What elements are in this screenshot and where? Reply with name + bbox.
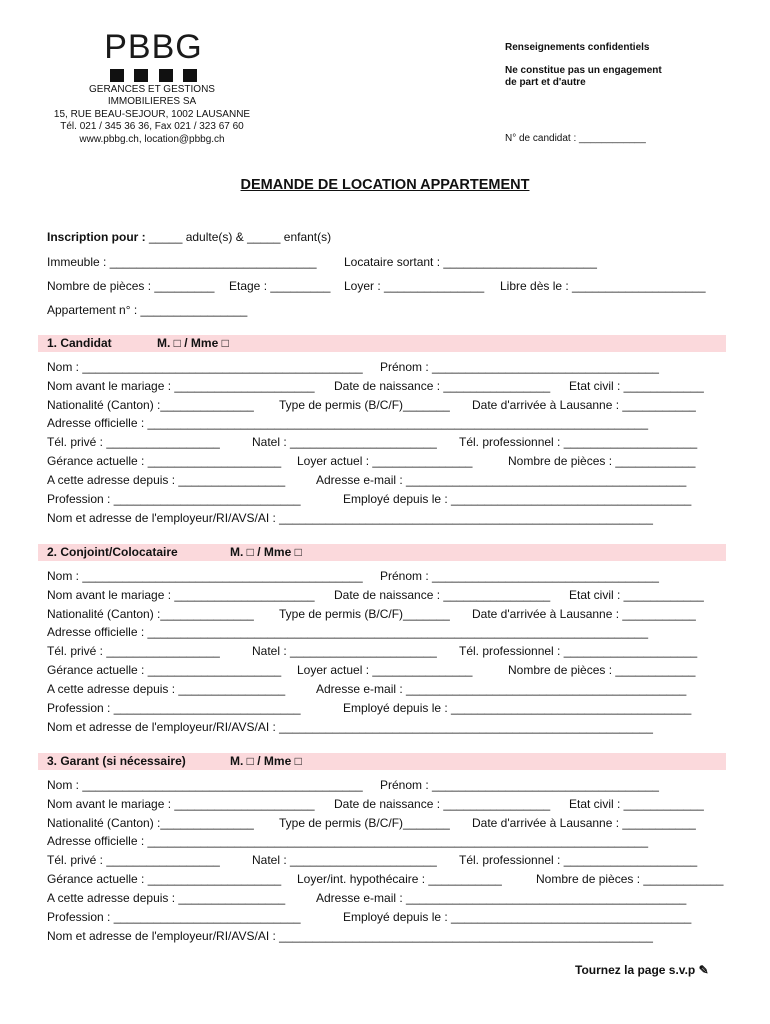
adresse-officielle-field[interactable]: Adresse officielle : ___________________________________________________________________________: [47, 834, 649, 848]
form-row[interactable]: [47, 778, 714, 794]
etat-civil-field[interactable]: Etat civil : ____________: [569, 379, 704, 393]
logo-square: [134, 69, 148, 82]
adresse-depuis-field[interactable]: A cette adresse depuis : ________________: [47, 473, 286, 487]
form-row[interactable]: [47, 834, 714, 850]
form-row[interactable]: [47, 416, 714, 432]
form-row[interactable]: [47, 360, 714, 376]
loyer-hypothecaire-field[interactable]: Loyer/int. hypothécaire : ___________: [297, 872, 502, 886]
company-line: GERANCES ET GESTIONS: [89, 84, 215, 95]
company-line: www.pbbg.ch, location@pbbg.ch: [79, 133, 225, 145]
form-row[interactable]: [47, 682, 714, 698]
type-permis-field[interactable]: Type de permis (B/C/F)_______: [279, 816, 450, 830]
engagement-note: [505, 65, 662, 88]
date-arrivee-field[interactable]: Date d'arrivée à Lausanne : ___________: [472, 607, 696, 621]
email-field[interactable]: Adresse e-mail : __________________________________________: [316, 682, 687, 696]
date-naissance-field[interactable]: Date de naissance : ________________: [334, 379, 551, 393]
form-row[interactable]: [47, 625, 714, 641]
profession-field[interactable]: Profession : ____________________________: [47, 701, 301, 715]
tel-professionnel-field[interactable]: Tél. professionnel : ____________________: [459, 853, 698, 867]
form-row[interactable]: [47, 492, 714, 508]
section-title: 3. Garant (si nécessaire): [47, 754, 186, 768]
logo-square: [110, 69, 124, 82]
civility-checkboxes[interactable]: M. □ / Mme □: [230, 754, 302, 768]
date-naissance-field[interactable]: Date de naissance : ________________: [334, 797, 551, 811]
etat-civil-field[interactable]: Etat civil : ____________: [569, 588, 704, 602]
libre-des-field[interactable]: Libre dès le : ____________________: [500, 279, 706, 293]
email-field[interactable]: Adresse e-mail : __________________________________________: [316, 473, 687, 487]
form-row[interactable]: [47, 797, 714, 813]
logo-square: [159, 69, 173, 82]
nationalite-field[interactable]: Nationalité (Canton) :______________: [47, 607, 254, 621]
adresse-officielle-field[interactable]: Adresse officielle : ___________________________________________________________________________: [47, 625, 649, 639]
date-arrivee-field[interactable]: Date d'arrivée à Lausanne : ___________: [472, 816, 696, 830]
tel-prive-field[interactable]: Tél. privé : _________________: [47, 435, 220, 449]
nom-avant-mariage-field[interactable]: Nom avant le mariage : _____________________: [47, 379, 315, 393]
candidate-number-field[interactable]: N° de candidat : ____________: [505, 133, 646, 144]
nombre-pieces-field[interactable]: Nombre de pièces : ____________: [536, 872, 724, 886]
nombre-pieces-field[interactable]: Nombre de pièces : ____________: [508, 663, 696, 677]
natel-field[interactable]: Natel : ______________________: [252, 435, 437, 449]
nom-field[interactable]: Nom : __________________________________________: [47, 778, 363, 792]
locataire-sortant-field[interactable]: Locataire sortant : _______________________: [344, 255, 597, 269]
civility-checkboxes[interactable]: M. □ / Mme □: [230, 545, 302, 559]
section-band: [38, 335, 726, 352]
date-arrivee-field[interactable]: Date d'arrivée à Lausanne : ___________: [472, 398, 696, 412]
employe-depuis-field[interactable]: Employé depuis le : ____________________________________: [343, 701, 692, 715]
type-permis-field[interactable]: Type de permis (B/C/F)_______: [279, 398, 450, 412]
adresse-depuis-field[interactable]: A cette adresse depuis : ________________: [47, 682, 286, 696]
tel-prive-field[interactable]: Tél. privé : _________________: [47, 853, 220, 867]
appartement-field[interactable]: Appartement n° : ________________: [47, 303, 248, 317]
profession-field[interactable]: Profession : ____________________________: [47, 492, 301, 506]
section-title: 1. Candidat: [47, 336, 112, 350]
type-permis-field[interactable]: Type de permis (B/C/F)_______: [279, 607, 450, 621]
company-line: Tél. 021 / 345 36 36, Fax 021 / 323 67 60: [60, 121, 244, 133]
employeur-field[interactable]: Nom et adresse de l'employeur/RI/AVS/AI : ________________________________________________________: [47, 929, 653, 943]
nom-field[interactable]: Nom : __________________________________________: [47, 360, 363, 374]
adresse-depuis-field[interactable]: A cette adresse depuis : ________________: [47, 891, 286, 905]
nom-avant-mariage-field[interactable]: Nom avant le mariage : _____________________: [47, 797, 315, 811]
employe-depuis-field[interactable]: Employé depuis le : ____________________________________: [343, 492, 692, 506]
form-row[interactable]: [47, 929, 714, 945]
inscription-line[interactable]: [47, 230, 331, 244]
section-title: 2. Conjoint/Colocataire: [47, 545, 178, 559]
confidential-note: Renseignements confidentiels: [505, 42, 650, 53]
nom-field[interactable]: Nom : __________________________________________: [47, 569, 363, 583]
form-row[interactable]: [47, 398, 714, 414]
prenom-field[interactable]: Prénom : __________________________________: [380, 569, 659, 583]
logo-square: [183, 69, 197, 82]
form-row[interactable]: [47, 435, 714, 451]
engagement-line: Ne constitue pas un engagement: [505, 65, 662, 76]
loyer-field[interactable]: Loyer : _______________: [344, 279, 485, 293]
immeuble-field[interactable]: Immeuble : _______________________________: [47, 255, 317, 269]
nationalite-field[interactable]: Nationalité (Canton) :______________: [47, 398, 254, 412]
form-row[interactable]: [47, 720, 714, 736]
form-row[interactable]: [47, 663, 714, 679]
tel-prive-field[interactable]: Tél. privé : _________________: [47, 644, 220, 658]
logo-squares: [110, 69, 198, 82]
gerance-actuelle-field[interactable]: Gérance actuelle : ____________________: [47, 454, 282, 468]
form-row[interactable]: [47, 872, 724, 888]
gerance-actuelle-field[interactable]: Gérance actuelle : ____________________: [47, 663, 282, 677]
form-row[interactable]: [47, 454, 714, 470]
inscription-field[interactable]: _____ adulte(s) & _____ enfant(s): [145, 230, 332, 244]
employe-depuis-field[interactable]: Employé depuis le : ____________________________________: [343, 910, 692, 924]
logo-text: PBBG: [104, 28, 203, 66]
prenom-field[interactable]: Prénom : __________________________________: [380, 360, 659, 374]
form-row[interactable]: [47, 473, 714, 489]
loyer-actuel-field[interactable]: Loyer actuel : _______________: [297, 663, 473, 677]
profession-field[interactable]: Profession : ____________________________: [47, 910, 301, 924]
company-line: 15, RUE BEAU-SEJOUR, 1002 LAUSANNE: [53, 108, 251, 120]
nom-avant-mariage-field[interactable]: Nom avant le mariage : _____________________: [47, 588, 315, 602]
form-row[interactable]: [47, 588, 714, 604]
form-row[interactable]: [47, 644, 714, 660]
form-title: DEMANDE DE LOCATION APPARTEMENT: [240, 177, 530, 193]
company-logo: [96, 30, 211, 82]
form-row[interactable]: [47, 607, 714, 623]
nationalite-field[interactable]: Nationalité (Canton) :______________: [47, 816, 254, 830]
company-line: IMMOBILIERES SA: [107, 96, 197, 108]
loyer-actuel-field[interactable]: Loyer actuel : _______________: [297, 454, 473, 468]
prenom-field[interactable]: Prénom : __________________________________: [380, 778, 659, 792]
form-row[interactable]: [47, 891, 714, 907]
employeur-field[interactable]: Nom et adresse de l'employeur/RI/AVS/AI : ________________________________________________________: [47, 511, 653, 525]
turn-page-note: Tournez la page s.v.p ✎: [575, 963, 709, 977]
email-field[interactable]: Adresse e-mail : __________________________________________: [316, 891, 687, 905]
engagement-line: de part et d'autre: [505, 76, 586, 88]
civility-checkboxes[interactable]: M. □ / Mme □: [157, 336, 229, 350]
inscription-label: Inscription pour :: [47, 230, 146, 244]
form-row[interactable]: [47, 853, 714, 869]
natel-field[interactable]: Natel : ______________________: [252, 853, 437, 867]
form-row[interactable]: [47, 569, 714, 585]
etage-field[interactable]: Etage : _________: [229, 279, 331, 293]
form-row[interactable]: [47, 816, 714, 832]
nombre-pieces-field[interactable]: Nombre de pièces : ____________: [508, 454, 696, 468]
form-row[interactable]: [47, 910, 714, 926]
adresse-officielle-field[interactable]: Adresse officielle : ___________________________________________________________________________: [47, 416, 649, 430]
gerance-actuelle-field[interactable]: Gérance actuelle : ____________________: [47, 872, 282, 886]
tel-professionnel-field[interactable]: Tél. professionnel : ____________________: [459, 644, 698, 658]
company-address: [30, 84, 274, 146]
form-row[interactable]: [47, 701, 714, 717]
form-row[interactable]: [47, 379, 714, 395]
pieces-field[interactable]: Nombre de pièces : _________: [47, 279, 215, 293]
form-row[interactable]: [47, 511, 714, 527]
tel-professionnel-field[interactable]: Tél. professionnel : ____________________: [459, 435, 698, 449]
natel-field[interactable]: Natel : ______________________: [252, 644, 437, 658]
date-naissance-field[interactable]: Date de naissance : ________________: [334, 588, 551, 602]
employeur-field[interactable]: Nom et adresse de l'employeur/RI/AVS/AI : ________________________________________________________: [47, 720, 653, 734]
etat-civil-field[interactable]: Etat civil : ____________: [569, 797, 704, 811]
